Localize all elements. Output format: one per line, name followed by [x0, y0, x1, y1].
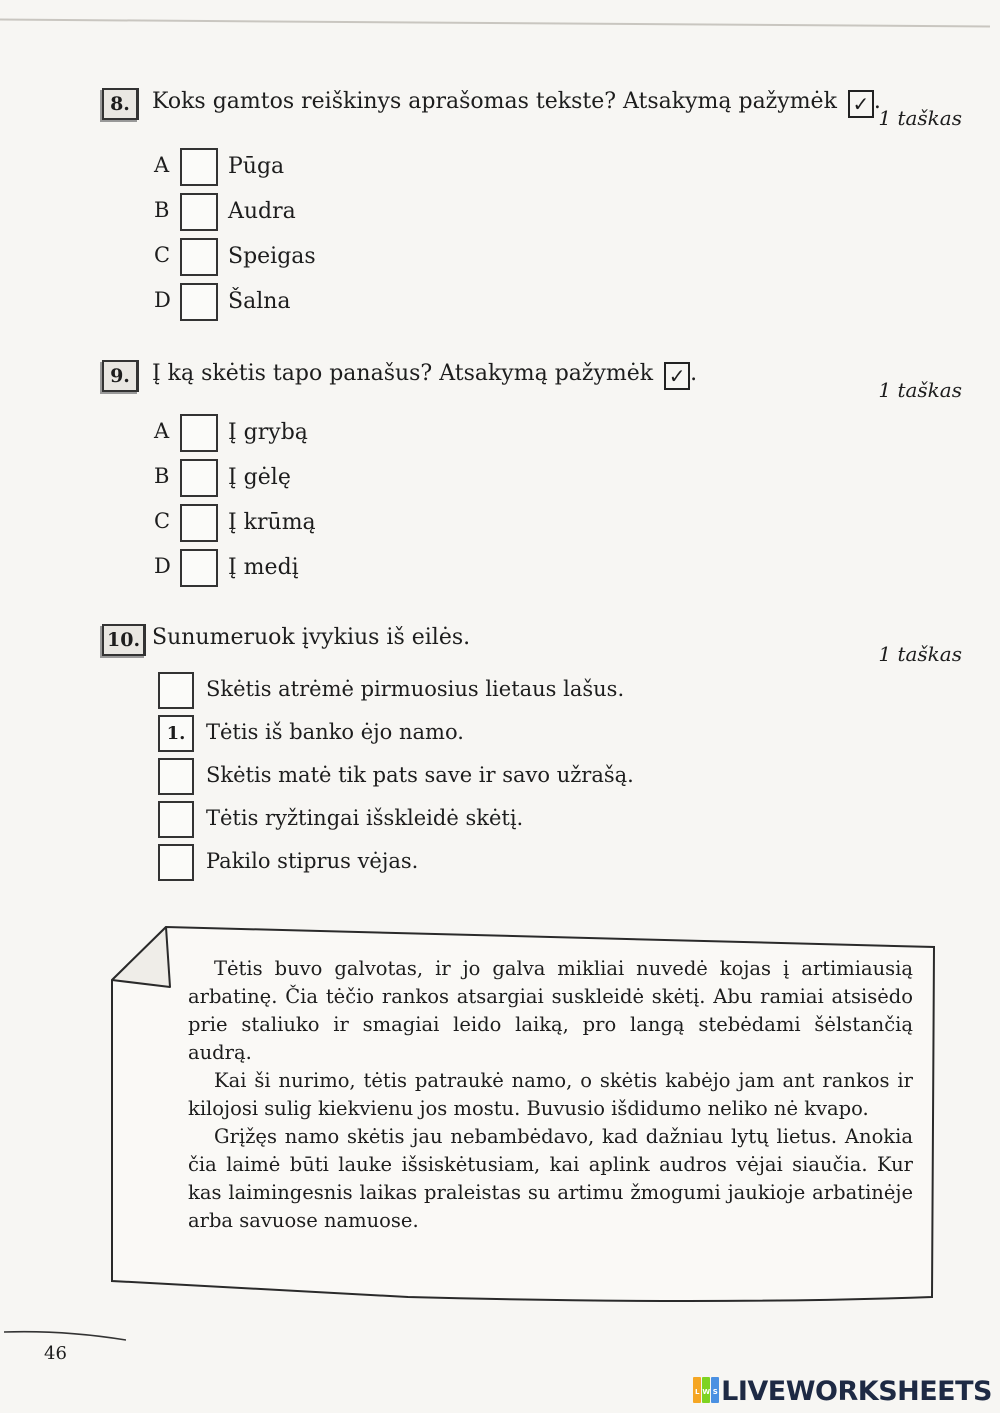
option-letter: D — [154, 288, 171, 312]
question-header — [102, 84, 962, 128]
option-label: Pūga — [228, 154, 285, 179]
option-c — [102, 238, 962, 283]
event-order-input[interactable] — [158, 758, 194, 795]
option-letter: C — [154, 243, 171, 267]
option-label: Į grybą — [228, 420, 308, 445]
scan-top-edge — [0, 19, 990, 28]
points-label: 1 taškas — [878, 106, 962, 130]
option-d — [102, 549, 962, 594]
story-paragraph: Grįžęs namo skėtis jau nebambėdavo, kad dažniau lytų lietus. Anokia čia laimė būti lauke išsiskėtusiam, kai aplink audros vėjai siaučia. Kur kas laimingesnis laikas praleistas su artimu žmogumi jaukioje arbatinėje arba savuose namuose. — [188, 1125, 913, 1232]
option-letter: C — [154, 509, 171, 533]
answer-options — [102, 148, 962, 328]
option-checkbox[interactable] — [180, 549, 218, 587]
option-label: Į gėlę — [228, 465, 291, 490]
points-label: 1 taškas — [878, 642, 962, 666]
brand-text: LIVEWORKSHEETS — [721, 1376, 992, 1407]
question-header — [102, 620, 962, 664]
event-item — [102, 801, 962, 844]
question-number: 10. — [102, 624, 146, 656]
page-number: 46 — [44, 1343, 67, 1364]
story-paragraph: Kai ši nurimo, tėtis patraukė namo, o skėtis kabėjo jam ant rankos ir kilojosi sulig kiekvienu jos mostu. Buvusio išdidumo neliko nė kvapo. — [188, 1069, 913, 1120]
question-number: 8. — [102, 88, 139, 120]
option-letter: B — [154, 464, 170, 488]
event-list — [102, 672, 962, 887]
option-label: Audra — [228, 199, 296, 224]
event-order-input[interactable] — [158, 801, 194, 838]
event-item — [102, 672, 962, 715]
event-label: Skėtis matė tik pats save ir savo užrašą. — [206, 763, 634, 787]
option-d — [102, 283, 962, 328]
event-label: Skėtis atrėmė pirmuosius lietaus lašus. — [206, 677, 625, 701]
option-a — [102, 148, 962, 193]
question-prompt: Į ką skėtis tapo panašus? Atsakymą pažymėk — [152, 361, 654, 386]
story-text — [188, 955, 913, 1235]
event-label: Tėtis ryžtingai išskleidė skėtį. — [206, 806, 524, 830]
option-checkbox[interactable] — [180, 148, 218, 186]
question-text — [152, 84, 881, 120]
question-text: Sunumeruok įvykius iš eilės. — [152, 625, 471, 650]
option-checkbox[interactable] — [180, 459, 218, 497]
option-label: Speigas — [228, 244, 316, 269]
option-checkbox[interactable] — [180, 414, 218, 452]
option-b — [102, 193, 962, 238]
option-label: Šalna — [228, 289, 291, 314]
logo-letter: L — [695, 1388, 700, 1396]
story-paragraph: Tėtis buvo galvotas, ir jo galva mikliai nuvedė kojas į artimiausią arbatinę. Čia tėčio rankos atsargiai suskleidė skėtį. Abu ramiai atsisėdo prie staliuko ir smagiai leido laiką, pro langą stebėdami šėlstančią audrą. — [188, 957, 913, 1064]
checkbox-checked-icon: ✓ — [664, 362, 690, 390]
page-footer-line — [4, 1330, 126, 1342]
option-letter: D — [154, 554, 171, 578]
question-8 — [102, 84, 962, 328]
checkbox-checked-icon: ✓ — [848, 90, 874, 118]
question-text — [152, 356, 697, 392]
option-label: Į medį — [228, 555, 299, 580]
answer-options — [102, 414, 962, 594]
question-number: 9. — [102, 360, 139, 392]
question-9 — [102, 356, 962, 594]
option-checkbox[interactable] — [180, 193, 218, 231]
event-order-input[interactable] — [158, 844, 194, 881]
option-c — [102, 504, 962, 549]
question-end-punct: . — [690, 361, 698, 386]
liveworksheets-logo-icon — [693, 1377, 719, 1403]
story-excerpt-panel — [108, 925, 938, 1305]
logo-letter: W — [702, 1388, 710, 1396]
option-a — [102, 414, 962, 459]
event-label: Tėtis iš banko ėjo namo. — [206, 720, 464, 744]
question-10 — [102, 620, 962, 887]
points-label: 1 taškas — [878, 378, 962, 402]
question-end-punct: . — [873, 89, 881, 114]
event-order-input[interactable] — [158, 672, 194, 709]
option-letter: B — [154, 198, 170, 222]
option-checkbox[interactable] — [180, 504, 218, 542]
logo-letter: S — [712, 1388, 718, 1396]
option-b — [102, 459, 962, 504]
liveworksheets-brand — [693, 1376, 992, 1407]
option-checkbox[interactable] — [180, 238, 218, 276]
event-item — [102, 844, 962, 887]
option-letter: A — [154, 153, 170, 177]
option-letter: A — [154, 419, 170, 443]
question-header — [102, 356, 962, 400]
option-checkbox[interactable] — [180, 283, 218, 321]
option-label: Į krūmą — [228, 510, 316, 535]
event-item — [102, 758, 962, 801]
event-label: Pakilo stiprus vėjas. — [206, 849, 419, 873]
event-item — [102, 715, 962, 758]
question-prompt: Koks gamtos reiškinys aprašomas tekste? Atsakymą pažymėk — [152, 89, 837, 114]
event-order-input[interactable]: 1. — [158, 715, 194, 752]
